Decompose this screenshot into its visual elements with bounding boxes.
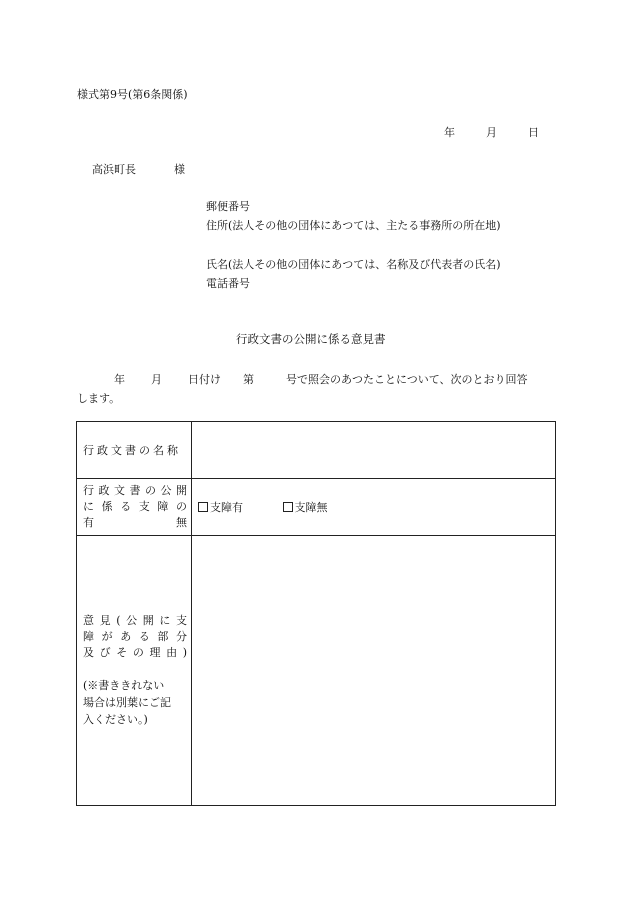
body-year: 年 bbox=[114, 373, 125, 386]
opinion-note bbox=[83, 677, 187, 728]
obstacle-label-line-2: に係る支障の bbox=[83, 500, 187, 513]
obstacle-label-line-1: 行政文書の公開 bbox=[83, 484, 187, 497]
document-name-label: 行政文書の名称 bbox=[83, 444, 181, 457]
name-label: 氏名(法人その他の団体にあつては、名称及び代表者の氏名) bbox=[206, 258, 501, 271]
opinion-value-cell[interactable] bbox=[192, 536, 556, 806]
obstacle-no-label: 支障無 bbox=[294, 501, 328, 514]
opinion-label-cell bbox=[77, 536, 192, 806]
checkbox-icon bbox=[283, 502, 293, 512]
body-month: 月 bbox=[151, 373, 162, 386]
body-dai: 第 bbox=[243, 373, 254, 386]
addressee-name: 高浜町長 bbox=[92, 163, 136, 176]
document-name-label-cell bbox=[77, 422, 192, 479]
form-number: 様式第9号(第6条関係) bbox=[77, 88, 188, 101]
checkbox-icon bbox=[198, 502, 208, 512]
table-row bbox=[77, 479, 556, 536]
applicant-block bbox=[206, 197, 501, 293]
obstacle-options-cell bbox=[192, 479, 556, 536]
document-name-value-cell[interactable] bbox=[192, 422, 556, 479]
obstacle-label-line-3: 有無 bbox=[83, 516, 187, 529]
opinion-form-table bbox=[76, 421, 556, 806]
postal-code-label: 郵便番号 bbox=[206, 200, 250, 213]
table-row bbox=[77, 536, 556, 806]
opinion-note-line-3: 入ください。) bbox=[83, 713, 148, 726]
date-year-label: 年 bbox=[444, 126, 455, 139]
obstacle-label-cell bbox=[77, 479, 192, 536]
opinion-note-line-1: (※書ききれない bbox=[83, 679, 165, 692]
opinion-note-line-2: 場合は別葉にご記 bbox=[83, 696, 171, 709]
address-label: 住所(法人その他の団体にあつては、主たる事務所の所在地) bbox=[206, 219, 501, 232]
body-rest: 号で照会のあつたことについて、次のとおり回答 bbox=[286, 373, 528, 386]
phone-label: 電話番号 bbox=[206, 277, 250, 290]
opinion-label-line-3: 及びその理由) bbox=[83, 646, 187, 659]
opinion-label bbox=[83, 613, 187, 661]
document-title: 行政文書の公開に係る意見書 bbox=[236, 332, 386, 346]
body-text bbox=[77, 370, 563, 408]
obstacle-yes-label: 支障有 bbox=[210, 501, 243, 514]
body-dated: 日付け bbox=[188, 373, 221, 386]
date-month-label: 月 bbox=[486, 126, 497, 139]
date-line bbox=[444, 124, 539, 140]
body-line-2: します。 bbox=[77, 392, 121, 405]
body-line-1 bbox=[77, 370, 563, 389]
table-row bbox=[77, 422, 556, 479]
addressee bbox=[92, 161, 185, 177]
obstacle-yes-checkbox[interactable] bbox=[198, 499, 243, 515]
obstacle-no-checkbox[interactable] bbox=[283, 499, 328, 515]
addressee-honorific: 様 bbox=[174, 163, 185, 176]
date-day-label: 日 bbox=[528, 126, 539, 139]
opinion-label-line-2: 障がある部分 bbox=[83, 630, 187, 643]
opinion-label-line-1: 意見(公開に支 bbox=[83, 614, 187, 627]
